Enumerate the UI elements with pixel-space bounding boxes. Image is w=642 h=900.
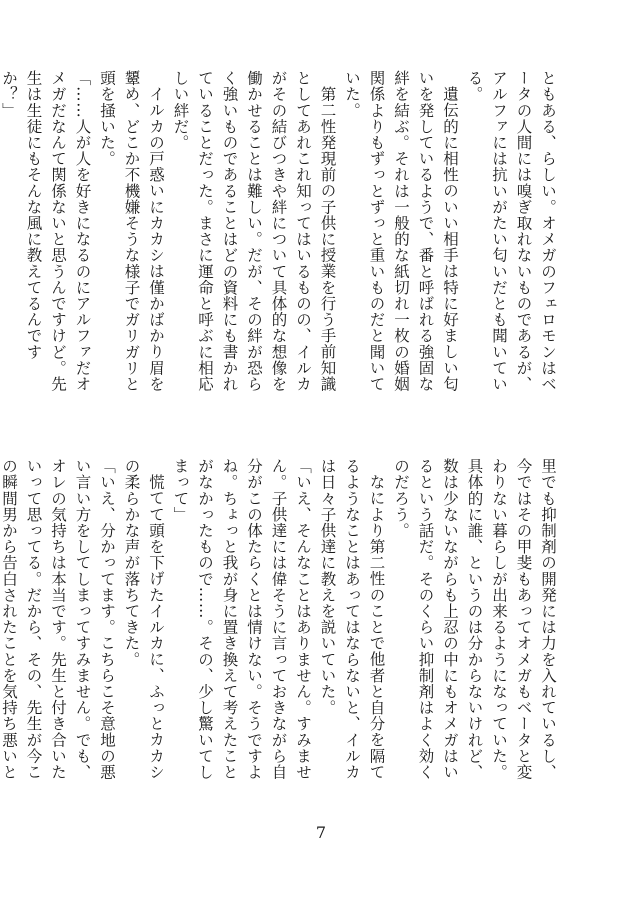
body-paragraph: なにより第二性のことで他者と自分を隔てるようなことはあってはならないと、イルカは日々子供達に教えを説いていた。 [318,458,386,780]
body-paragraph: 慌てて頭を下げたイルカに、ふっとカカシの柔らかな声が落ちてきた。 [122,458,165,780]
dialogue-paragraph: 「いえ、分かってます。こちらこそ意地の悪い言い方をしてしまってすみません。でも、オレの気持ちは本当です。先生と付き合いたいって思ってる。だから、その、先生が今この瞬間男から告白されたことを気持ち悪いと [0,458,116,780]
dialogue-paragraph: 「いえ、そんなことはありません。すみません。子供達には偉そうに言っておきながら自分がこの体たらくとは情けない。そうですよね。ちょっと我が身に置き換えて考えたことがなかったもので……。その、少し驚いてしまって」 [171,458,312,780]
body-paragraph: 第二性発現前の子供に授業を行う手前知識としてあれこれ知ってはいるものの、イルカがその結びつきや絆について具体的な想像を働かせることは難しい。だが、その絆が恐らく強いものであることはどの資料にも書かれていることだった。まさに運命と呼ぶに相応しい絆だ。 [171,70,337,392]
upper-text-column [0,70,560,400]
body-paragraph: 遺伝的に相性のいい相手は特に好ましい匂いを発しているようで、番と呼ばれる強固な絆を結ぶ。それは一般的な紙切れ一枚の婚姻関係よりもずっとずっと重いものだと聞いていた。 [343,70,459,392]
body-paragraph: ともある、らしい。オメガのフェロモンはベータの人間には嗅ぎ取れないものであるが、アルファには抗いがたい匂いだとも聞いている。 [465,70,557,392]
page-number: 7 [315,823,327,842]
dialogue-paragraph: 「……人が人を好きになるのにアルファだオメガだなんて関係ないと思うんですけど。先生は生徒にもそんな風に教えてるんですか？」 [0,70,92,392]
lower-text-column [0,458,560,788]
body-paragraph: イルカの戸惑いにカカシは僅かばかり眉を顰め、どこか不機嫌そうな様子でガリガリと頭を掻いた。 [98,70,165,392]
body-paragraph: 里でも抑制剤の開発には力を入れているし、今ではその甲斐もあってオメガもベータと変わりない暮らしが出来るようになっていた。具体的に誰、というのは分からないけれど、数は少ないながらも上忍の中にもオメガはいるという話だ。そのくらい抑制剤はよく効くのだろう。 [392,458,557,780]
